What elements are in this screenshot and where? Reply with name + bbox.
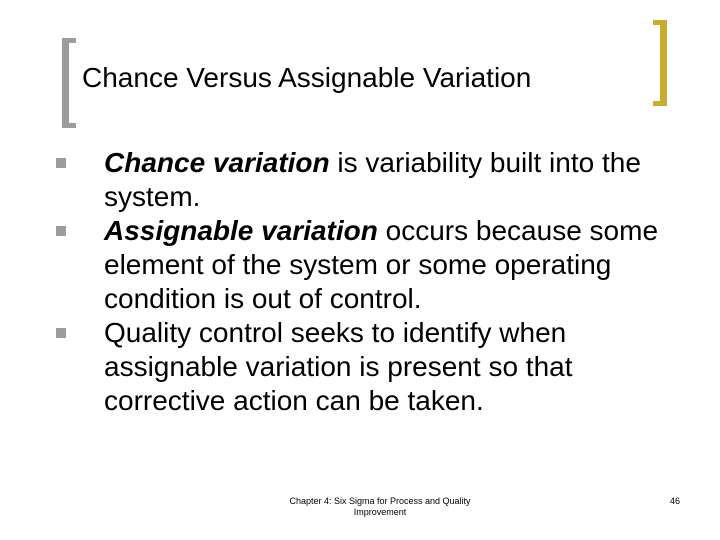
bullet-emphasis: Assignable variation xyxy=(104,215,378,246)
bullet-item xyxy=(52,316,692,418)
bullet-item xyxy=(52,214,692,316)
bullet-text: Quality control seeks to identify when assignable variation is present so that corrective action can be taken. xyxy=(104,317,573,416)
square-bullet-icon xyxy=(56,226,66,236)
page-number: 46 xyxy=(669,496,680,506)
square-bullet-icon xyxy=(56,158,66,168)
bullet-emphasis: Chance variation xyxy=(104,147,330,178)
bullet-text: occurs because some element of the system or some operating condition is out of control. xyxy=(104,215,659,314)
left-bracket-decoration xyxy=(62,38,76,128)
right-bracket-decoration xyxy=(653,20,667,106)
slide-title: Chance Versus Assignable Variation xyxy=(82,62,532,93)
bullet-text: is variability built into the system. xyxy=(104,147,641,212)
bullet-list xyxy=(52,146,692,418)
slide-footer: Chapter 4: Six Sigma for Process and Quality Improvement xyxy=(289,496,471,517)
bullet-item xyxy=(52,146,692,214)
square-bullet-icon xyxy=(56,328,66,338)
